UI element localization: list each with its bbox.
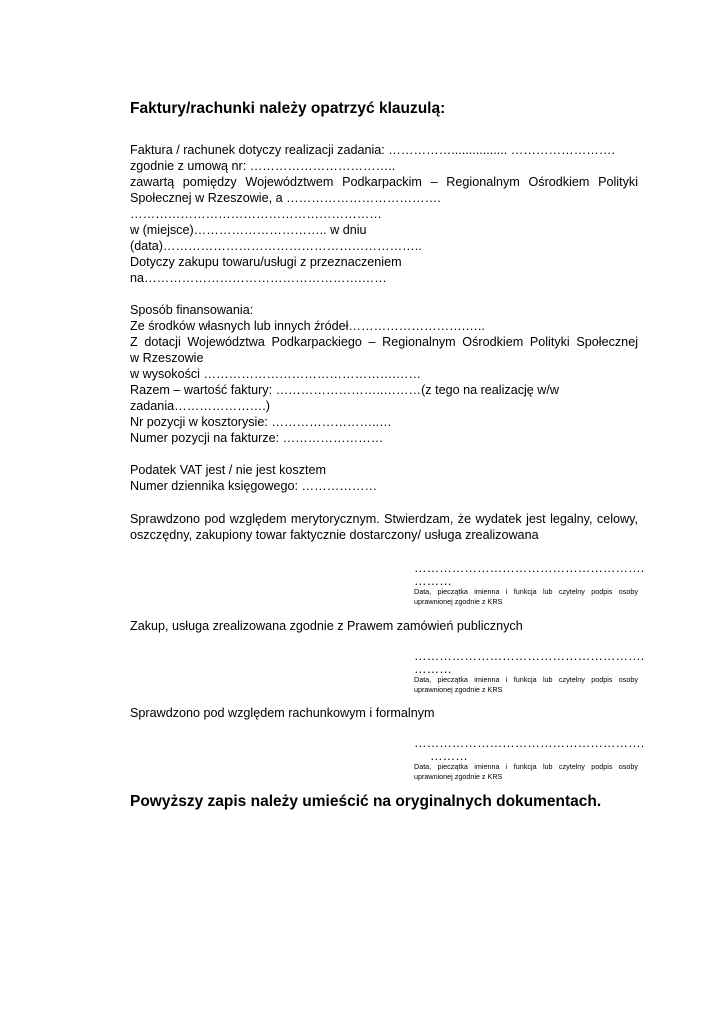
total-value-line: Razem – wartość faktury: ……………………..………(z tego na realizację w/w	[130, 383, 559, 397]
footer-note: Powyższy zapis należy umieścić na oryginalnych dokumentach.	[130, 793, 602, 810]
signature-caption: Data, pieczątka imienna i funkcja lub czytelny podpis osoby uprawnionej zgodnie z KRS	[414, 675, 638, 694]
contract-parties-line-3: ……………………………………………………	[130, 207, 382, 221]
task-amount-line: zadania………………….)	[130, 399, 270, 413]
purchase-purpose-line: Dotyczy zakupu towaru/usługi z przeznaczeniem	[130, 255, 402, 269]
subsidy-line: Z dotacji Województwa Podkarpackiego – Regionalnym Ośrodkiem Polityki Społecznej	[130, 335, 638, 349]
signature-caption: Data, pieczątka imienna i funkcja lub czytelny podpis osoby uprawnionej zgodnie z KRS	[414, 587, 638, 606]
financing-heading: Sposób finansowania:	[130, 303, 254, 317]
subsidy-line-2: w Rzeszowie	[130, 351, 204, 365]
invoice-task-line: Faktura / rachunek dotyczy realizacji zadania: ……………................ …………………….	[130, 143, 615, 157]
purchase-purpose-line-2: na…………………………………………….……	[130, 271, 387, 285]
merit-check-line: Sprawdzono pod względem merytorycznym. Stwierdzam, że wydatek jest legalny, celowy,	[130, 512, 638, 526]
contract-number-line: zgodnie z umową nr: ……………………………..	[130, 159, 396, 173]
vat-line: Podatek VAT jest / nie jest kosztem	[130, 463, 326, 477]
signature-block-3	[414, 736, 645, 781]
invoice-position-line: Numer pozycji na fakturze: ……………………	[130, 431, 384, 445]
signature-block-1	[414, 561, 645, 606]
merit-check-line-2: oszczędny, zakupiony towar faktycznie dostarczony/ usługa zrealizowana	[130, 528, 539, 542]
signature-dots: ……………………………………………….	[414, 561, 645, 575]
public-procurement-line: Zakup, usługa zrealizowana zgodnie z Prawem zamówień publicznych	[130, 619, 523, 633]
page-title: Faktury/rachunki należy opatrzyć klauzulą:	[130, 100, 446, 117]
date-line: (data)……………………………………………………..	[130, 239, 422, 253]
contract-parties-line: zawartą pomiędzy Województwem Podkarpackim – Regionalnym Ośrodkiem Polityki	[130, 175, 638, 189]
budget-position-line: Nr pozycji w kosztorysie: ……………………..…	[130, 415, 392, 429]
contract-parties-line-2: Społecznej w Rzeszowie, a ……………………………….	[130, 191, 441, 205]
signature-dots-2: ………	[430, 749, 468, 763]
signature-caption: Data, pieczątka imienna i funkcja lub czytelny podpis osoby uprawnionej zgodnie z KRS	[414, 762, 638, 781]
signature-block-2	[414, 649, 645, 694]
signature-dots: ……………………………………………….	[414, 736, 645, 750]
signature-dots-2: ………	[414, 662, 452, 676]
signature-dots-2: ………	[414, 574, 452, 588]
own-funds-line: Ze środków własnych lub innych źródeł……………………….…..	[130, 319, 485, 333]
accounting-check-line: Sprawdzono pod względem rachunkowym i formalnym	[130, 706, 435, 720]
signature-dots: ……………………………………………….	[414, 649, 645, 663]
place-date-line: w (miejsce)………………………….. w dniu	[130, 223, 367, 237]
ledger-number-line: Numer dziennika księgowego: ………………	[130, 479, 378, 493]
amount-line: w wysokości ……………………………………….……	[130, 367, 422, 381]
